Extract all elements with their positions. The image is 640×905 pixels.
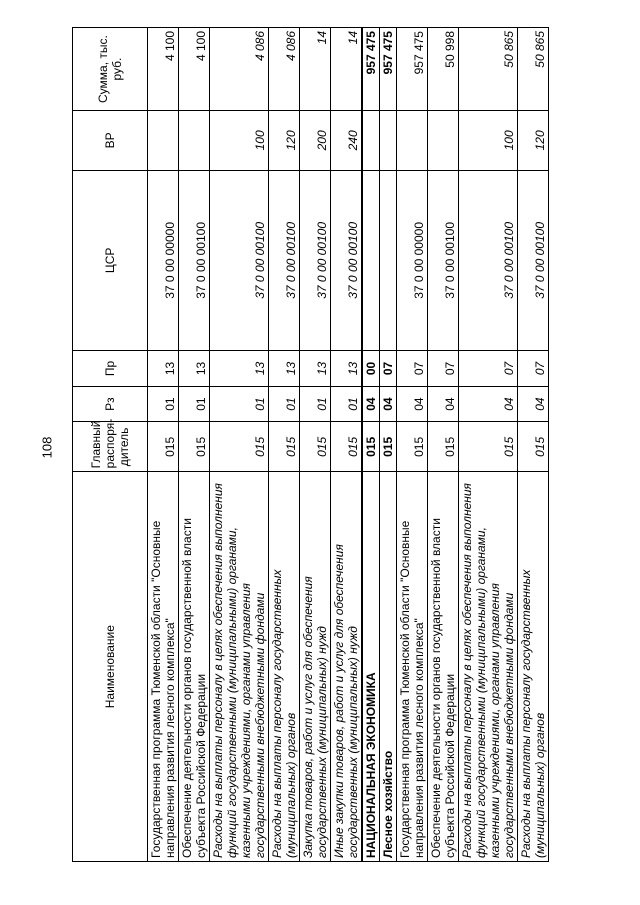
cell-glav: 015	[331, 422, 363, 472]
table-row	[148, 28, 179, 862]
table-row	[380, 28, 397, 862]
cell-rz: 04	[518, 386, 549, 422]
cell-pr: 13	[269, 351, 300, 387]
cell-csr: 37 0 00 00100	[210, 170, 269, 351]
cell-glav: 015	[459, 422, 518, 472]
cell-csr	[362, 170, 380, 351]
cell-rz: 01	[331, 386, 363, 422]
cell-pr: 07	[518, 351, 549, 387]
cell-glav: 015	[428, 422, 459, 472]
header-rz: Рз	[73, 386, 148, 422]
header-pr: Пр	[73, 351, 148, 387]
header-name: Наименование	[73, 472, 148, 862]
cell-sum: 4 100	[179, 28, 210, 111]
cell-name: Лесное хозяйство	[380, 472, 397, 862]
table-row	[362, 28, 380, 862]
cell-pr: 13	[210, 351, 269, 387]
table-row	[210, 28, 269, 862]
budget-table	[72, 27, 549, 862]
table-row	[397, 28, 428, 862]
cell-glav: 015	[518, 422, 549, 472]
cell-csr: 37 0 00 00100	[269, 170, 300, 351]
cell-csr: 37 0 00 00100	[459, 170, 518, 351]
cell-glav: 015	[300, 422, 331, 472]
table-row	[428, 28, 459, 862]
cell-pr: 07	[397, 351, 428, 387]
cell-vr: 240	[331, 111, 363, 170]
table-row	[331, 28, 363, 862]
cell-rz: 04	[459, 386, 518, 422]
cell-vr: 100	[459, 111, 518, 170]
cell-vr: 120	[518, 111, 549, 170]
cell-glav: 015	[362, 422, 380, 472]
cell-rz: 04	[380, 386, 397, 422]
table-row	[518, 28, 549, 862]
cell-csr: 37 0 00 00100	[331, 170, 363, 351]
cell-sum: 4 086	[210, 28, 269, 111]
cell-glav: 015	[397, 422, 428, 472]
cell-pr: 07	[428, 351, 459, 387]
cell-name: Расходы на выплаты персоналу государственных (муниципальных) органов	[518, 472, 549, 862]
cell-sum: 50 865	[518, 28, 549, 111]
cell-rz: 04	[397, 386, 428, 422]
cell-sum: 14	[331, 28, 363, 111]
cell-glav: 015	[179, 422, 210, 472]
table-row	[179, 28, 210, 862]
cell-csr: 37 0 00 00100	[300, 170, 331, 351]
cell-sum: 14	[300, 28, 331, 111]
cell-csr: 37 0 00 00100	[428, 170, 459, 351]
cell-name: НАЦИОНАЛЬНАЯ ЭКОНОМИКА	[362, 472, 380, 862]
cell-rz: 01	[179, 386, 210, 422]
cell-pr: 13	[300, 351, 331, 387]
cell-glav: 015	[148, 422, 179, 472]
cell-glav: 015	[380, 422, 397, 472]
cell-name: Закупка товаров, работ и услуг для обеспечения государственных (муниципальных) нужд	[300, 472, 331, 862]
header-csr: ЦСР	[73, 170, 148, 351]
table-row	[300, 28, 331, 862]
cell-sum: 50 998	[428, 28, 459, 111]
cell-pr: 13	[331, 351, 363, 387]
cell-glav: 015	[269, 422, 300, 472]
header-vr: ВР	[73, 111, 148, 170]
cell-vr	[397, 111, 428, 170]
page-number: 108	[39, 436, 55, 459]
cell-pr: 00	[362, 351, 380, 387]
cell-pr: 07	[459, 351, 518, 387]
table-row	[269, 28, 300, 862]
cell-pr: 07	[380, 351, 397, 387]
cell-csr: 37 0 00 00100	[179, 170, 210, 351]
cell-rz: 01	[210, 386, 269, 422]
header-row	[73, 28, 148, 862]
cell-rz: 04	[362, 386, 380, 422]
cell-vr	[428, 111, 459, 170]
cell-csr: 37 0 00 00000	[397, 170, 428, 351]
cell-name: Обеспечение деятельности органов государственной власти субъекта Российской Федерации	[428, 472, 459, 862]
header-glav: Главный распоря- дитель	[73, 422, 148, 472]
cell-pr: 13	[179, 351, 210, 387]
cell-vr: 100	[210, 111, 269, 170]
cell-vr	[362, 111, 380, 170]
cell-name: Государственная программа Тюменской области "Основные направления развития лесного комплекса"	[397, 472, 428, 862]
cell-sum: 50 865	[459, 28, 518, 111]
cell-name: Иные закупки товаров, работ и услуг для обеспечения государственных (муниципальных) нужд	[331, 472, 363, 862]
cell-name: Государственная программа Тюменской области "Основные направления развития лесного комплекса"	[148, 472, 179, 862]
cell-sum: 4 100	[148, 28, 179, 111]
cell-name: Расходы на выплаты персоналу в целях обеспечения выполнения функций государственными (муниципальными) органами, казенными учреждениями, органами управления государственными внебюджетными фондами	[459, 472, 518, 862]
cell-csr	[380, 170, 397, 351]
cell-name: Расходы на выплаты персоналу государственных (муниципальных) органов	[269, 472, 300, 862]
cell-vr	[148, 111, 179, 170]
cell-csr: 37 0 00 00100	[518, 170, 549, 351]
rotated-table-container	[72, 27, 549, 862]
cell-rz: 01	[148, 386, 179, 422]
cell-vr	[179, 111, 210, 170]
cell-rz: 01	[300, 386, 331, 422]
cell-sum: 957 475	[380, 28, 397, 111]
cell-sum: 957 475	[362, 28, 380, 111]
cell-vr: 120	[269, 111, 300, 170]
cell-sum: 957 475	[397, 28, 428, 111]
header-sum: Сумма, тыс. руб.	[73, 28, 148, 111]
cell-vr: 200	[300, 111, 331, 170]
cell-rz: 04	[428, 386, 459, 422]
table-row	[459, 28, 518, 862]
cell-rz: 01	[269, 386, 300, 422]
cell-csr: 37 0 00 00000	[148, 170, 179, 351]
cell-sum: 4 086	[269, 28, 300, 111]
cell-name: Обеспечение деятельности органов государственной власти субъекта Российской Федерации	[179, 472, 210, 862]
cell-vr	[380, 111, 397, 170]
cell-name: Расходы на выплаты персоналу в целях обеспечения выполнения функций государственными (муниципальными) органами, казенными учреждениями, органами управления государственными внебюджетными фондами	[210, 472, 269, 862]
cell-glav: 015	[210, 422, 269, 472]
cell-pr: 13	[148, 351, 179, 387]
